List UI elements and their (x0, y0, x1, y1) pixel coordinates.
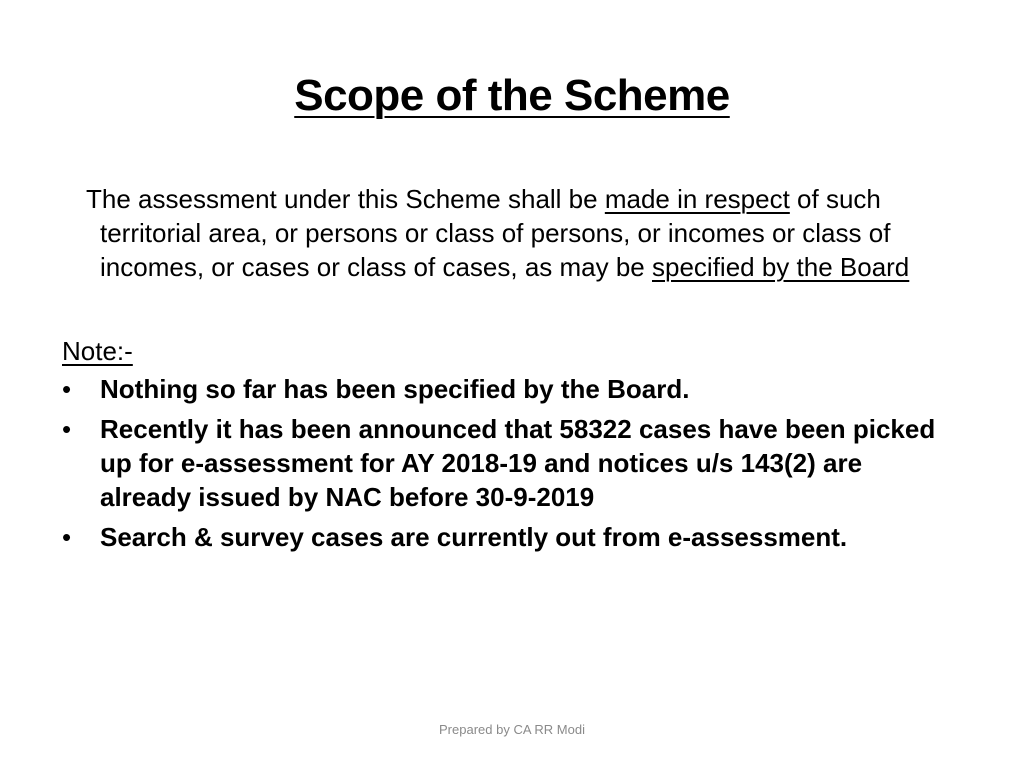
slide-footer: Prepared by CA RR Modi (439, 722, 585, 737)
note-bullet-text: Recently it has been announced that 58322 cases have been picked up for e-assessment for AY 2018-19 and notices u/s 143(2) are already issued by NAC before 30-9-2019 (100, 414, 936, 512)
note-label-text: Note:- (62, 336, 133, 366)
note-bullet-text: Search & survey cases are currently out from e-assessment. (100, 522, 848, 552)
intro-text-before: The assessment under this Scheme shall be (86, 184, 605, 214)
note-label (62, 334, 962, 368)
bullet-icon: • (62, 374, 72, 404)
slide-title (0, 66, 1024, 126)
slide-body (62, 182, 962, 560)
bullet-icon: • (62, 522, 72, 552)
intro-text-middle: of such territorial area, or persons or class of persons, or incomes or class of incomes, or cases or class of cases, as may be (100, 184, 891, 282)
slide-title-text: Scope of the Scheme (294, 71, 730, 120)
note-bullet-list (62, 372, 962, 554)
intro-underlined-specified-by-board: specified by the Board (652, 252, 910, 282)
note-bullet-item (62, 520, 960, 554)
note-bullet-item (62, 412, 960, 514)
intro-paragraph (62, 182, 962, 284)
intro-underlined-made-in-respect: made in respect (604, 184, 790, 214)
bullet-icon: • (62, 414, 72, 444)
note-bullet-item (62, 372, 960, 406)
note-bullet-text: Nothing so far has been specified by the Board. (100, 374, 690, 404)
